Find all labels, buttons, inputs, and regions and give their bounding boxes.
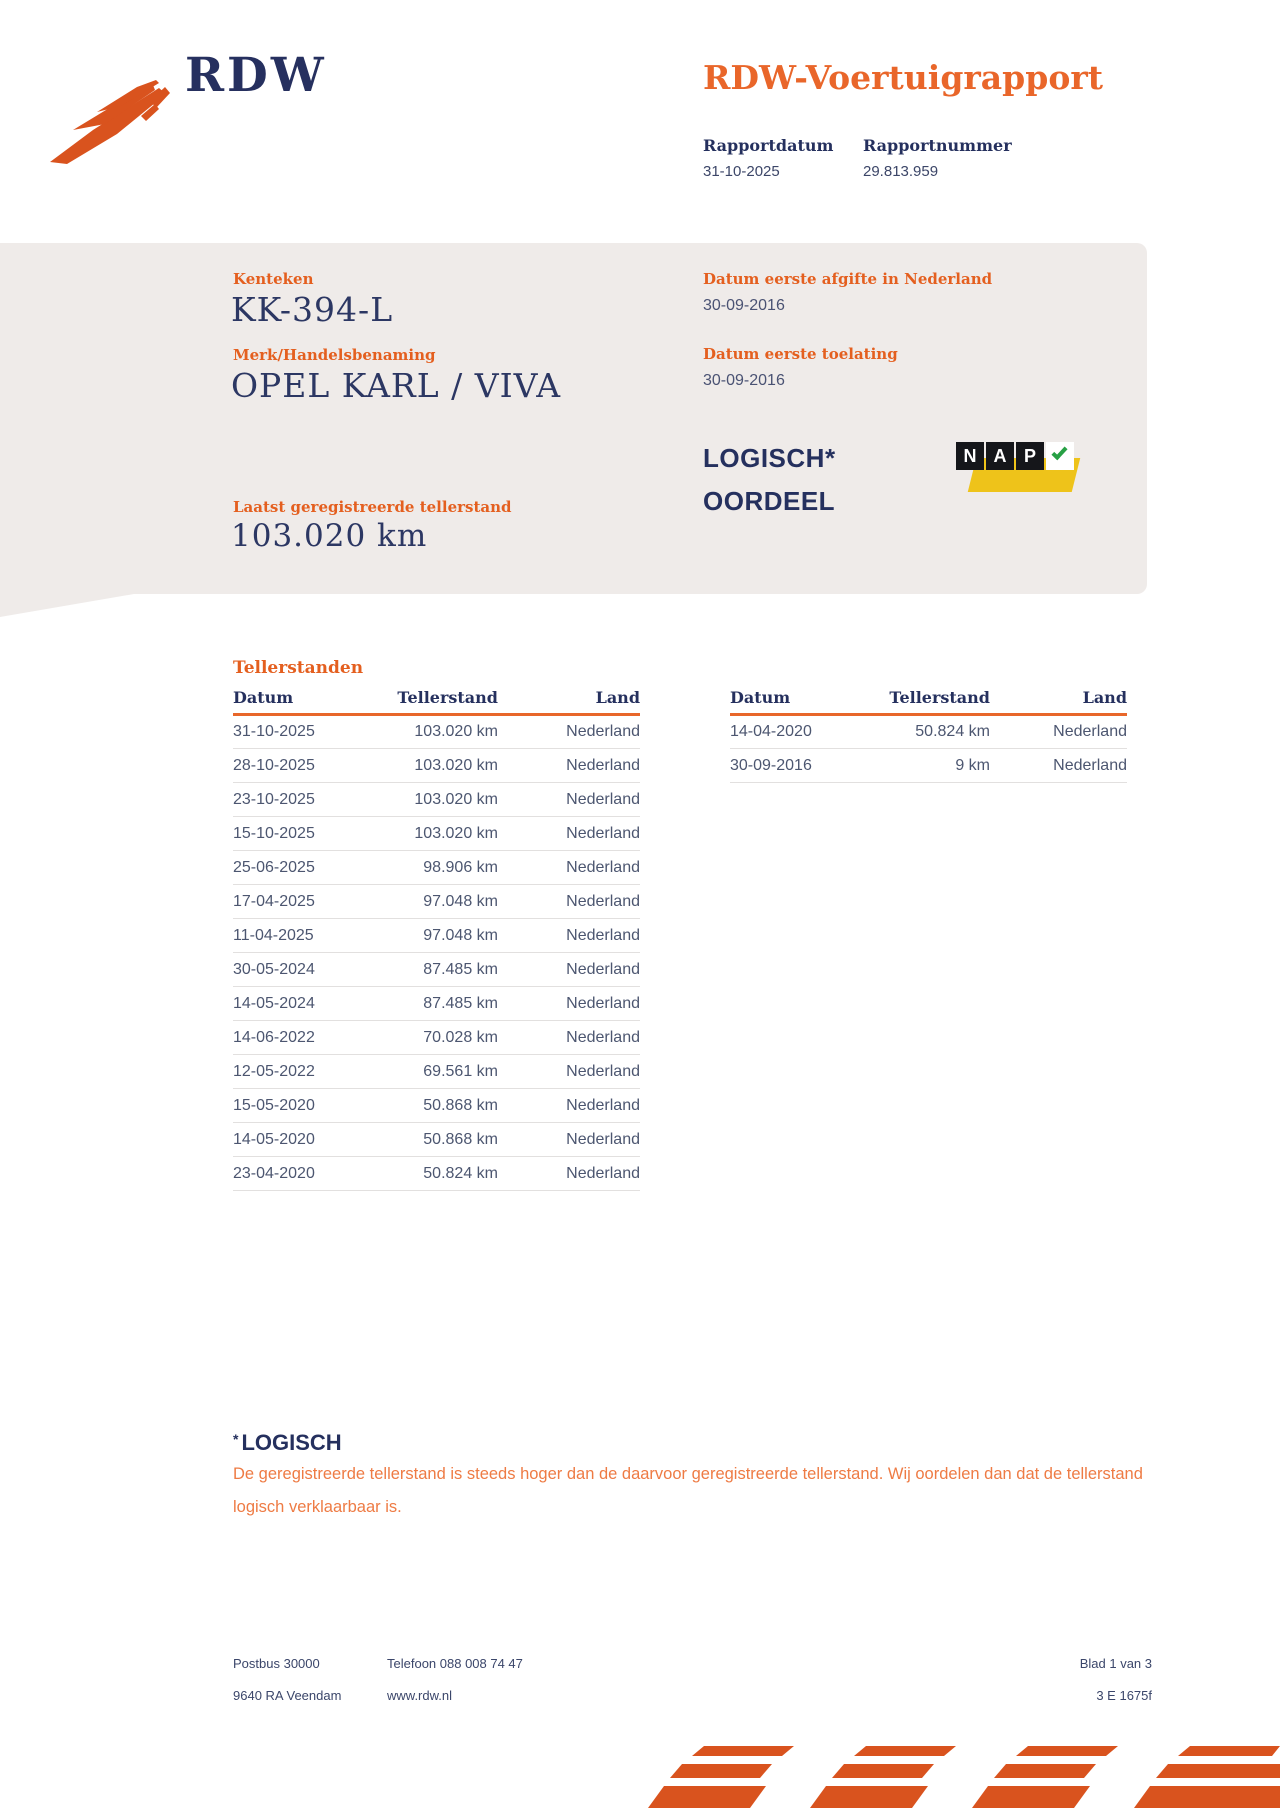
rdw-feather-icon bbox=[45, 74, 175, 164]
toelating-value: 30-09-2016 bbox=[703, 372, 785, 389]
footer-website: www.rdw.nl bbox=[387, 1688, 453, 1703]
footer-address-line1: Postbus 30000 bbox=[233, 1656, 320, 1671]
cell-tellerstand: 87.485 km bbox=[380, 953, 498, 987]
table-header-row bbox=[730, 688, 1127, 715]
cell-land: Nederland bbox=[498, 851, 640, 885]
table-row bbox=[233, 817, 640, 851]
panel-diagonal-tail bbox=[0, 594, 134, 617]
cell-datum: 17-04-2025 bbox=[233, 885, 380, 919]
report-date-label: Rapportdatum bbox=[703, 136, 834, 155]
cell-land: Nederland bbox=[498, 1055, 640, 1089]
cell-datum: 14-04-2020 bbox=[730, 715, 860, 749]
column-header-datum: Datum bbox=[233, 688, 380, 715]
tellerstand-value: 103.020 km bbox=[231, 518, 428, 554]
table-row bbox=[233, 885, 640, 919]
tellerstanden-table-right bbox=[730, 688, 1127, 783]
cell-tellerstand: 103.020 km bbox=[380, 749, 498, 783]
report-number-value: 29.813.959 bbox=[863, 163, 939, 180]
cell-land: Nederland bbox=[498, 987, 640, 1021]
nap-check-box bbox=[1046, 442, 1074, 470]
cell-datum: 30-09-2016 bbox=[730, 749, 860, 783]
cell-tellerstand: 50.824 km bbox=[380, 1157, 498, 1191]
cell-tellerstand: 9 km bbox=[860, 749, 990, 783]
cell-land: Nederland bbox=[498, 953, 640, 987]
cell-tellerstand: 103.020 km bbox=[380, 817, 498, 851]
table-row bbox=[233, 783, 640, 817]
logisch-explanation-text: De geregistreerde tellerstand is steeds hoger dan de daarvoor geregistreerde tellerstand. Wij oordelen dan dat de tellerstand logisch verklaarbaar is. bbox=[233, 1465, 1143, 1516]
table-row bbox=[233, 1089, 640, 1123]
cell-land: Nederland bbox=[498, 783, 640, 817]
cell-land: Nederland bbox=[498, 817, 640, 851]
table-row bbox=[233, 1021, 640, 1055]
cell-datum: 14-05-2024 bbox=[233, 987, 380, 1021]
rdw-logo-text: RDW bbox=[185, 48, 327, 103]
cell-datum: 14-06-2022 bbox=[233, 1021, 380, 1055]
cell-tellerstand: 70.028 km bbox=[380, 1021, 498, 1055]
column-header-land: Land bbox=[990, 688, 1127, 715]
cell-tellerstand: 97.048 km bbox=[380, 919, 498, 953]
asterisk: * bbox=[233, 1431, 239, 1447]
cell-datum: 31-10-2025 bbox=[233, 715, 380, 749]
column-header-datum: Datum bbox=[730, 688, 860, 715]
cell-datum: 14-05-2020 bbox=[233, 1123, 380, 1157]
cell-datum: 15-05-2020 bbox=[233, 1089, 380, 1123]
toelating-label: Datum eerste toelating bbox=[703, 345, 898, 363]
cell-datum: 12-05-2022 bbox=[233, 1055, 380, 1089]
cell-land: Nederland bbox=[498, 1157, 640, 1191]
table-row bbox=[233, 987, 640, 1021]
cell-datum: 25-06-2025 bbox=[233, 851, 380, 885]
cell-land: Nederland bbox=[498, 749, 640, 783]
table-row bbox=[233, 919, 640, 953]
page-title: RDW-Voertuigrapport bbox=[703, 58, 1103, 97]
cell-datum: 11-04-2025 bbox=[233, 919, 380, 953]
merk-label: Merk/Handelsbenaming bbox=[233, 346, 436, 364]
cell-tellerstand: 97.048 km bbox=[380, 885, 498, 919]
nap-letter-p: P bbox=[1016, 442, 1044, 470]
kenteken-value: KK-394-L bbox=[231, 290, 394, 329]
tellerstanden-section-title: Tellerstanden bbox=[233, 658, 364, 678]
cell-land: Nederland bbox=[990, 749, 1127, 783]
cell-land: Nederland bbox=[498, 1021, 640, 1055]
table-row bbox=[730, 715, 1127, 749]
afgifte-label: Datum eerste afgifte in Nederland bbox=[703, 270, 993, 288]
cell-land: Nederland bbox=[498, 885, 640, 919]
logisch-title-text: LOGISCH bbox=[241, 1430, 342, 1455]
tellerstand-label: Laatst geregistreerde tellerstand bbox=[233, 498, 512, 516]
cell-datum: 23-04-2020 bbox=[233, 1157, 380, 1191]
footer-doc-code: 3 E 1675f bbox=[1096, 1688, 1152, 1703]
cell-tellerstand: 103.020 km bbox=[380, 715, 498, 749]
cell-tellerstand: 103.020 km bbox=[380, 783, 498, 817]
table-row bbox=[730, 749, 1127, 783]
table-row bbox=[233, 953, 640, 987]
footer-address-line2: 9640 RA Veendam bbox=[233, 1688, 342, 1703]
vehicle-summary-panel bbox=[0, 243, 1147, 594]
cell-tellerstand: 50.868 km bbox=[380, 1089, 498, 1123]
logisch-explanation-title bbox=[233, 1430, 342, 1456]
cell-land: Nederland bbox=[990, 715, 1127, 749]
cell-land: Nederland bbox=[498, 715, 640, 749]
kenteken-label: Kenteken bbox=[233, 270, 314, 288]
cell-datum: 28-10-2025 bbox=[233, 749, 380, 783]
report-date-value: 31-10-2025 bbox=[703, 163, 780, 180]
table-row bbox=[233, 1157, 640, 1191]
cell-tellerstand: 69.561 km bbox=[380, 1055, 498, 1089]
cell-tellerstand: 50.824 km bbox=[860, 715, 990, 749]
cell-datum: 15-10-2025 bbox=[233, 817, 380, 851]
table-row bbox=[233, 715, 640, 749]
cell-tellerstand: 50.868 km bbox=[380, 1123, 498, 1157]
nap-check-icon bbox=[1051, 444, 1067, 460]
table-row bbox=[233, 749, 640, 783]
table-row bbox=[233, 1123, 640, 1157]
column-header-tellerstand: Tellerstand bbox=[860, 688, 990, 715]
footer-phone: Telefoon 088 008 74 47 bbox=[387, 1656, 523, 1671]
oordeel-line2: OORDEEL bbox=[703, 486, 836, 516]
cell-datum: 30-05-2024 bbox=[233, 953, 380, 987]
table-row bbox=[233, 1055, 640, 1089]
column-header-tellerstand: Tellerstand bbox=[380, 688, 498, 715]
nap-letter-a: A bbox=[986, 442, 1014, 470]
footer-page-number: Blad 1 van 3 bbox=[1079, 1656, 1152, 1671]
cell-land: Nederland bbox=[498, 1123, 640, 1157]
nap-logo bbox=[956, 438, 1086, 498]
merk-value: OPEL KARL / VIVA bbox=[231, 366, 562, 405]
table-row bbox=[233, 851, 640, 885]
tellerstanden-table-left bbox=[233, 688, 640, 1191]
column-header-land: Land bbox=[498, 688, 640, 715]
cell-tellerstand: 87.485 km bbox=[380, 987, 498, 1021]
cell-land: Nederland bbox=[498, 919, 640, 953]
cell-tellerstand: 98.906 km bbox=[380, 851, 498, 885]
table-header-row bbox=[233, 688, 640, 715]
nap-letter-n: N bbox=[956, 442, 984, 470]
oordeel-line1: LOGISCH* bbox=[703, 443, 836, 473]
cell-datum: 23-10-2025 bbox=[233, 783, 380, 817]
afgifte-value: 30-09-2016 bbox=[703, 297, 785, 314]
bottom-stripes-decoration bbox=[634, 1742, 1280, 1810]
cell-land: Nederland bbox=[498, 1089, 640, 1123]
report-number-label: Rapportnummer bbox=[863, 136, 1012, 155]
